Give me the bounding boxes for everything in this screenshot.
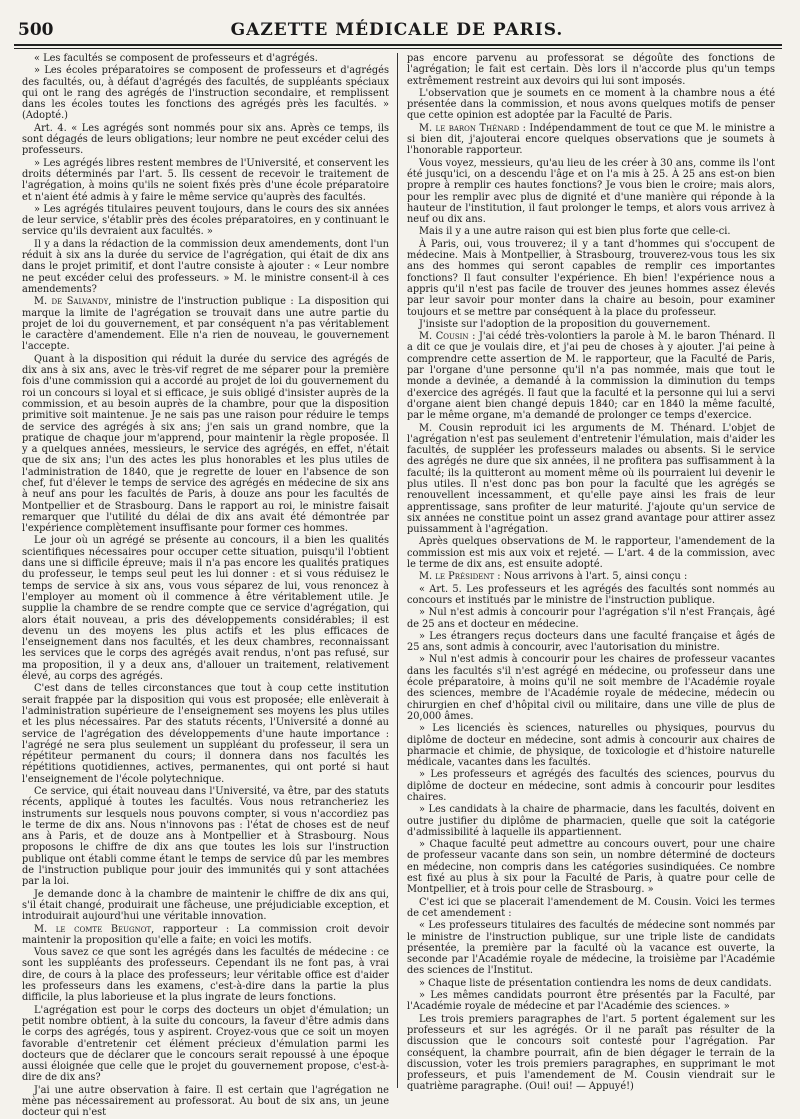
paragraph-text: Après quelques observations de M. le rapporteur, l'amendement de la commission est mis aux voix et rejeté. — L'art. 4 de la commission, avec le terme de dix ans, est ensuite adopté.: [407, 536, 775, 571]
left-column: [22, 53, 390, 1119]
paragraph: [407, 920, 775, 976]
paragraph-text: Art. 4. « Les agrégés sont nommés pour six ans. Après ce temps, ils sont dégagés de leurs obligations; leur nombre ne peut excéder celui des professeurs.: [22, 122, 389, 157]
paragraph-text: « Les professeurs titulaires des facultés de médecine sont nommés par le ministre de l'instruction publique, sur une triple liste de candidats présentée, la première par la faculté où la vacance est ouverte, la seconde par l'Académie royale de médecine, la troisième par l'Académie des sciences de l'Institut.: [407, 920, 775, 977]
paragraph: [407, 804, 775, 838]
paragraph: [407, 571, 775, 582]
paragraph: [407, 654, 775, 722]
header-rule-thin: [14, 48, 782, 49]
paragraph-text: » Les mêmes candidats pourront être présentés par la Faculté, par l'Académie royale de médecine et par l'Académie des sciences. »: [407, 990, 775, 1013]
paragraph: [407, 607, 775, 630]
speaker-name: M. Cousin :: [419, 331, 476, 343]
paragraph: [407, 769, 775, 803]
page-header: [14, 20, 780, 42]
paragraph-text: C'est ici que se placerait l'amendement de M. Cousin. Voici les termes de cet amendement :: [407, 896, 775, 919]
paragraph-text: Le jour où un agrégé se présente au concours, il a bien les qualités scientifiques nécessaires pour occuper cette situation, puisqu'il l'obtient dans une si difficile épreuve; mais il n'a pas encore les qualités pratiques du professeur, le temps seul peut les lui donner : et si vous réduisez le temps de service à six ans, vous vous séparez de lui, vous renoncez à l'employer au moment où il commence à être véritablement utile. Je supplie la chambre de se rendre compte que ce service d'agrégation, qui alors était nouveau, a pris des développements considérables; il est devenu un des moyens les plus actifs et les plus efficaces de l'enseignement dans nos facultés, et les deux chambres, reconnaissant les services que le corps des agrégés avait rendus, n'ont pas refusé, sur ma proposition, il y a deux ans, d'allouer un traitement, relativement élevé, au corps des agrégés.: [22, 535, 389, 683]
paragraph-text: Nous arrivons à l'art. 5, ainsi conçu :: [500, 571, 688, 583]
paragraph-text: » Chaque liste de présentation contiendra les noms de deux candidats.: [419, 977, 772, 989]
paragraph-text: » Chaque faculté peut admettre au concours ouvert, pour une chaire de professeur vacante dans son sein, un nombre déterminé de docteurs en médecine, non compris dans les catégories susindiquées. Ce nombre est fixé au plus à six pour la Faculté de Paris, à quatre pour celle de Montpellier, et à trois pour celle de Strasbourg. »: [407, 839, 775, 896]
paragraph-text: L'agrégation est pour le corps des docteurs un objet d'émulation; un petit nombre obtient, à la suite du concours, la faveur d'être admis dans le corps des agrégés, tous y aspirent. Croyez-vous que ce soit un moyen favorable d'entretenir cet élément précieux d'émulation parmi les docteurs que de déclarer que le concours serait repoussé à une époque aussi éloignée que celle que le projet du gouvernement propose, c'est-à-dire de dix ans?: [22, 1004, 389, 1084]
paragraph: [407, 239, 775, 318]
header-rule: [14, 44, 782, 46]
paragraph-text: J'insiste sur l'adoption de la proposition du gouvernement.: [419, 318, 711, 330]
paragraph: [407, 226, 775, 237]
paragraph: [407, 123, 775, 157]
paragraph: [407, 423, 775, 536]
paragraph: [22, 53, 389, 64]
paragraph-text: Indépendamment de tout ce que M. le ministre a si bien dit, j'ajouterai encore quelques observations que je soumets à l'honorable rapporteur.: [407, 122, 775, 157]
paragraph: [407, 319, 775, 330]
paragraph: [407, 536, 775, 570]
paragraph: [22, 535, 389, 682]
paragraph-text: À Paris, oui, vous trouverez; il y a tant d'hommes qui s'occupent de médecine. Mais à Montpellier, à Strasbourg, trouverez-vous tous les six ans des hommes qui seront capables de remplir ces importantes fonctions? Il faut consulter l'expérience. Eh bien! l'expérience nous a appris qu'il n'est pas facile de trouver des jeunes hommes assez élevés par leur savoir pour monter dans la chaire au besoin, pour examiner toujours et se mettre par conséquent à la place du professeur.: [407, 238, 775, 318]
speaker-name: M. le baron Thénard :: [419, 122, 526, 134]
paragraph: [407, 723, 775, 768]
paragraph-text: Les trois premiers paragraphes de l'art. 5 portent également sur les professeurs et sur les agrégés. Or il ne paraît pas résulter de la discussion que le concours soit contesté pour l'agrégation. Par conséquent, la chambre pourrait, afin de bien dégager le terrain de la discussion, voter les trois premiers paragraphes, en supprimant le mot professeurs, et puis l'amendement de M. Cousin viendrait sur le quatrième paragraphe. (Oui! oui! — Appuyé!): [407, 1013, 775, 1093]
paragraph-text: « Les facultés se composent de professeurs et d'agrégés.: [34, 53, 318, 64]
page-number: 500: [18, 20, 54, 40]
paragraph: [22, 924, 389, 947]
paragraph: [22, 296, 389, 352]
paragraph: [22, 1085, 389, 1119]
speaker-name: M. le comte Beugnot,: [34, 923, 155, 935]
paragraph: [407, 1014, 775, 1093]
paragraph-text: « Art. 5. Les professeurs et les agrégés des facultés sont nommés au concours et institués par le ministre de l'instruction publique.: [407, 583, 775, 606]
journal-title: GAZETTE MÉDICALE DE PARIS.: [230, 20, 564, 40]
paragraph: [407, 990, 775, 1013]
paragraph: [407, 331, 775, 421]
paragraph: [22, 354, 389, 535]
paragraph-text: » Nul n'est admis à concourir pour l'agrégation s'il n'est Français, âgé de 25 ans et docteur en médecine.: [407, 607, 775, 630]
paragraph-text: » Les candidats à la chaire de pharmacie, dans les facultés, doivent en outre justifier du diplôme de pharmacien, quelle que soit la catégorie d'admissibilité à laquelle ils appartiennent.: [407, 804, 775, 838]
paragraph-text: J'ai cédé très-volontiers la parole à M. le baron Thénard. Il a dit ce que je voulais dire, et j'ai peu de choses à y ajouter. J'ai peine à comprendre cette assertion de M. le rapporteur, que la Faculté de Paris, par l'organe d'une personne qu'il n'a pas nommée, mais que tout le monde a devinée, a demandé à la commission la diminution du temps d'exercice des agrégés. Il faut que la faculté et la personne qui lui a servi d'organe aient bien changé depuis 1840; car en 1840 la même faculté, par le même organe, m'a demandé de prolonger ce temps d'exercice.: [407, 331, 775, 422]
paragraph-text: Mais il y a une autre raison qui est bien plus forte que celle-ci.: [419, 226, 731, 238]
paragraph: [407, 631, 775, 654]
paragraph-text: » Les étrangers reçus docteurs dans une faculté française et âgés de 25 ans, sont admis à concourir, avec l'autorisation du ministre.: [407, 630, 775, 654]
column-divider: [397, 53, 398, 1088]
paragraph: [407, 978, 775, 989]
paragraph: [22, 947, 389, 1003]
paragraph-text: Il y a dans la rédaction de la commission deux amendements, dont l'un réduit à six ans la durée du service de l'agrégation, qui était de dix ans dans le projet primitif, et dont l'autre consiste à ajouter : « Leur nombre ne peut excéder celui des professeurs. » M. le ministre consent-il à ces amendements?: [22, 238, 389, 295]
paragraph-text: Je demande donc à la chambre de maintenir le chiffre de dix ans qui, s'il était changé, produirait une fâcheuse, une préjudiciable exception, et introduirait aujourd'hui une véritable innovation.: [22, 888, 389, 923]
paragraph-text: » Les agrégés libres restent membres de l'Université, et conservent les droits déterminés par l'art. 5. Ils cessent de recevoir le traitement de l'agrégation, à moins qu'ils ne soient fixés près d'une école préparatoire et n'aient été admis à y faire le même service qu'auprès des facultés.: [22, 157, 389, 203]
paragraph: [22, 239, 389, 295]
paragraph-text: rapporteur : La commission croit devoir maintenir la proposition qu'elle a faite; en voici les motifs.: [22, 923, 389, 946]
paragraph: [407, 839, 775, 895]
paragraph-text: M. Cousin reproduit ici les arguments de M. Thénard. L'objet de l'agrégation n'est pas seulement d'entretenir l'émulation, mais d'aider les facultés, de suppléer les professeurs malades ou absents. Si le service des agrégés ne dure que six années, il ne profitera pas suffisamment à la faculté; ils la quitteront au moment même où ils pourraient lui devenir le plus utiles. Il n'est donc pas bon pour la faculté que les agrégés se renouvellent incessamment, et qu'elle paye ainsi les frais de leur apprentissage, sans profiter de leur maturité. J'ajoute qu'un service de six années ne constitue point un assez grand avantage pour attirer assez puissamment à l'agrégation.: [407, 422, 775, 536]
paragraph: [407, 88, 775, 122]
paragraph-text: » Les agrégés titulaires peuvent toujours, dans le cours des six années de leur service, s'établir près des écoles préparatoires, en y continuant le service qu'ils devraient aux facultés. »: [22, 203, 389, 238]
paragraph-text: » Nul n'est admis à concourir pour les chaires de professeur vacantes dans les facultés s'il n'est agrégé en médecine, ou professeur dans une école préparatoire, à moins qu'il ne soit membre de l'Académie royale des sciences, membre de l'Académie royale de médecine, médecin ou chirurgien en chef d'hôpital civil ou militaire, dans une ville de plus de 20,000 âmes.: [407, 654, 775, 722]
paragraph: [407, 53, 775, 87]
paragraph: [22, 204, 389, 238]
paragraph: [22, 786, 389, 888]
speaker-name: M. de Salvandy,: [34, 296, 112, 308]
paragraph-text: Ce service, qui était nouveau dans l'Université, va être, par des statuts récents, appliqué à toutes les facultés. Vous nous retrancheriez les instruments sur lesquels nous pouvons compter, si vous n'accordiez pas le terme de dix ans. Nous n'innovons pas : l'état de choses est de neuf ans à Paris, et de douze ans à Montpellier et à Strasbourg. Nous proposons le chiffre de dix ans que toutes les lois sur l'instruction publique ont établi comme étant le temps de service dû par les membres de l'instruction publique pour jouir des immunités qui y sont attachées par la loi.: [22, 786, 389, 888]
paragraph: [22, 123, 389, 157]
paragraph: [407, 584, 775, 607]
paragraph: [22, 683, 389, 785]
paragraph: [407, 158, 775, 226]
paragraph-text: » Les écoles préparatoires se composent de professeurs et d'agrégés des facultés, ou, à défaut d'agrégés des facultés, de suppléants spéciaux qui ont le rang des agrégés de l'instruction secondaire, et remplissent dans les écoles toutes les fonctions des agrégés près les facultés. » (Adopté.): [22, 65, 389, 122]
paragraph-text: ministre de l'instruction publique : La disposition qui marque la limite de l'agrégation se trouvait dans une autre partie du projet de loi du gouvernement, et par conséquent n'a pas véritablement le caractère d'amendement. Elle n'a rien de nouveau, le gouvernement l'accepte.: [22, 296, 390, 353]
right-column: [407, 53, 775, 1093]
paragraph: [22, 158, 389, 203]
paragraph: [22, 1005, 389, 1084]
paragraph-text: » Les licenciés ès sciences, naturelles ou physiques, pourvus du diplôme de docteur en médecine, sont admis à concourir aux chaires de pharmacie et chimie, de physique, de toxicologie et d'histoire naturelle médicale, vacantes dans les facultés.: [407, 723, 775, 769]
paragraph-text: pas encore parvenu au professorat se dégoûte des fonctions de l'agrégation; le fait est certain. Dès lors il n'accorde plus qu'un temps extrêmement restreint aux devoirs qui lui sont imposés.: [407, 53, 775, 87]
paragraph-text: L'observation que je soumets en ce moment à la chambre nous a été présentée dans la commission, et nous avons quelques motifs de penser que cette opinion est adoptée par la Faculté de Paris.: [407, 87, 775, 122]
paragraph-text: Quant à la disposition qui réduit la durée du service des agrégés de dix ans à six ans, avec le très-vif regret de me séparer pour la première fois d'une commission qui a accordé au projet de loi du gouvernement du roi un concours si loyal et si efficace, je suis obligé d'insister auprès de la commission, et au besoin auprès de la chambre, pour que la disposition primitive soit maintenue. Je ne sais pas une raison pour réduire le temps de service des agrégés à six ans; j'en sais un grand nombre, que la pratique de chaque jour m'apprend, pour maintenir la règle proposée. Il y a quelques années, messieurs, le service des agrégés, en effet, n'était que de six ans; l'un des actes les plus honorables et les plus utiles de l'administration de 1840, que je regrette de louer en l'absence de son chef, fut d'élever le temps de service des agrégés en médecine de six ans à neuf ans pour les facultés de Paris, à douze ans pour les facultés de Montpellier et de Strasbourg. Dans le rapport au roi, le ministre faisait remarquer que l'utilité du délai de dix ans avait été démontrée par l'expérience complètement insuffisante pour former ces hommes.: [22, 353, 389, 535]
paragraph-text: » Les professeurs et agrégés des facultés des sciences, pourvus du diplôme de docteur en médecine, sont admis à concourir pour lesdites chaires.: [407, 769, 775, 803]
paragraph-text: Vous voyez, messieurs, qu'au lieu de les créer à 30 ans, comme ils l'ont été jusqu'ici, on a descendu l'âge et on l'a mis à 25. À 25 ans est-on bien propre à remplir ces hautes fonctions? Je vous bien le croire; mais alors, pour les remplir avec plus de dignité et d'une manière qui réponde à la hauteur de l'institution, il faut prolonger le temps, et alors vous arrivez à neuf ou dix ans.: [407, 157, 775, 226]
paragraph-text: Vous savez ce que sont les agrégés dans les facultés de médecine : ce sont les suppléants des professeurs. Cependant ils ne font pas, à vrai dire, de cours à la place des professeurs; leur véritable office est d'aider les professeurs dans les examens, c'est-à-dire dans la partie la plus difficile, la plus laborieuse et la plus ingrate de leurs fonctions.: [22, 947, 389, 1004]
speaker-name: M. le Président :: [419, 571, 501, 583]
paragraph-text: C'est dans de telles circonstances que tout à coup cette institution serait frappée par la disposition qui vous est proposée; elle enlèverait à l'administration supérieure de l'enseignement ses moyens les plus utiles et les plus nécessaires. Par des statuts récents, l'Université a donné au service de l'agrégation des développements d'une haute importance : l'agrégé ne sera plus seulement un suppléant du professeur, il sera un répétiteur permanent du cours; il donnera dans nos facultés les répétitions quotidiennes, actives, permanentes, qui ont porté si haut l'enseignement de l'école polytechnique.: [22, 683, 389, 785]
paragraph-text: J'ai une autre observation à faire. Il est certain que l'agrégation ne mène pas nécessairement au professorat. Au bout de six ans, un jeune docteur qui n'est: [22, 1084, 389, 1119]
paragraph: [22, 889, 389, 923]
paragraph: [22, 65, 389, 121]
paragraph: [407, 897, 775, 920]
